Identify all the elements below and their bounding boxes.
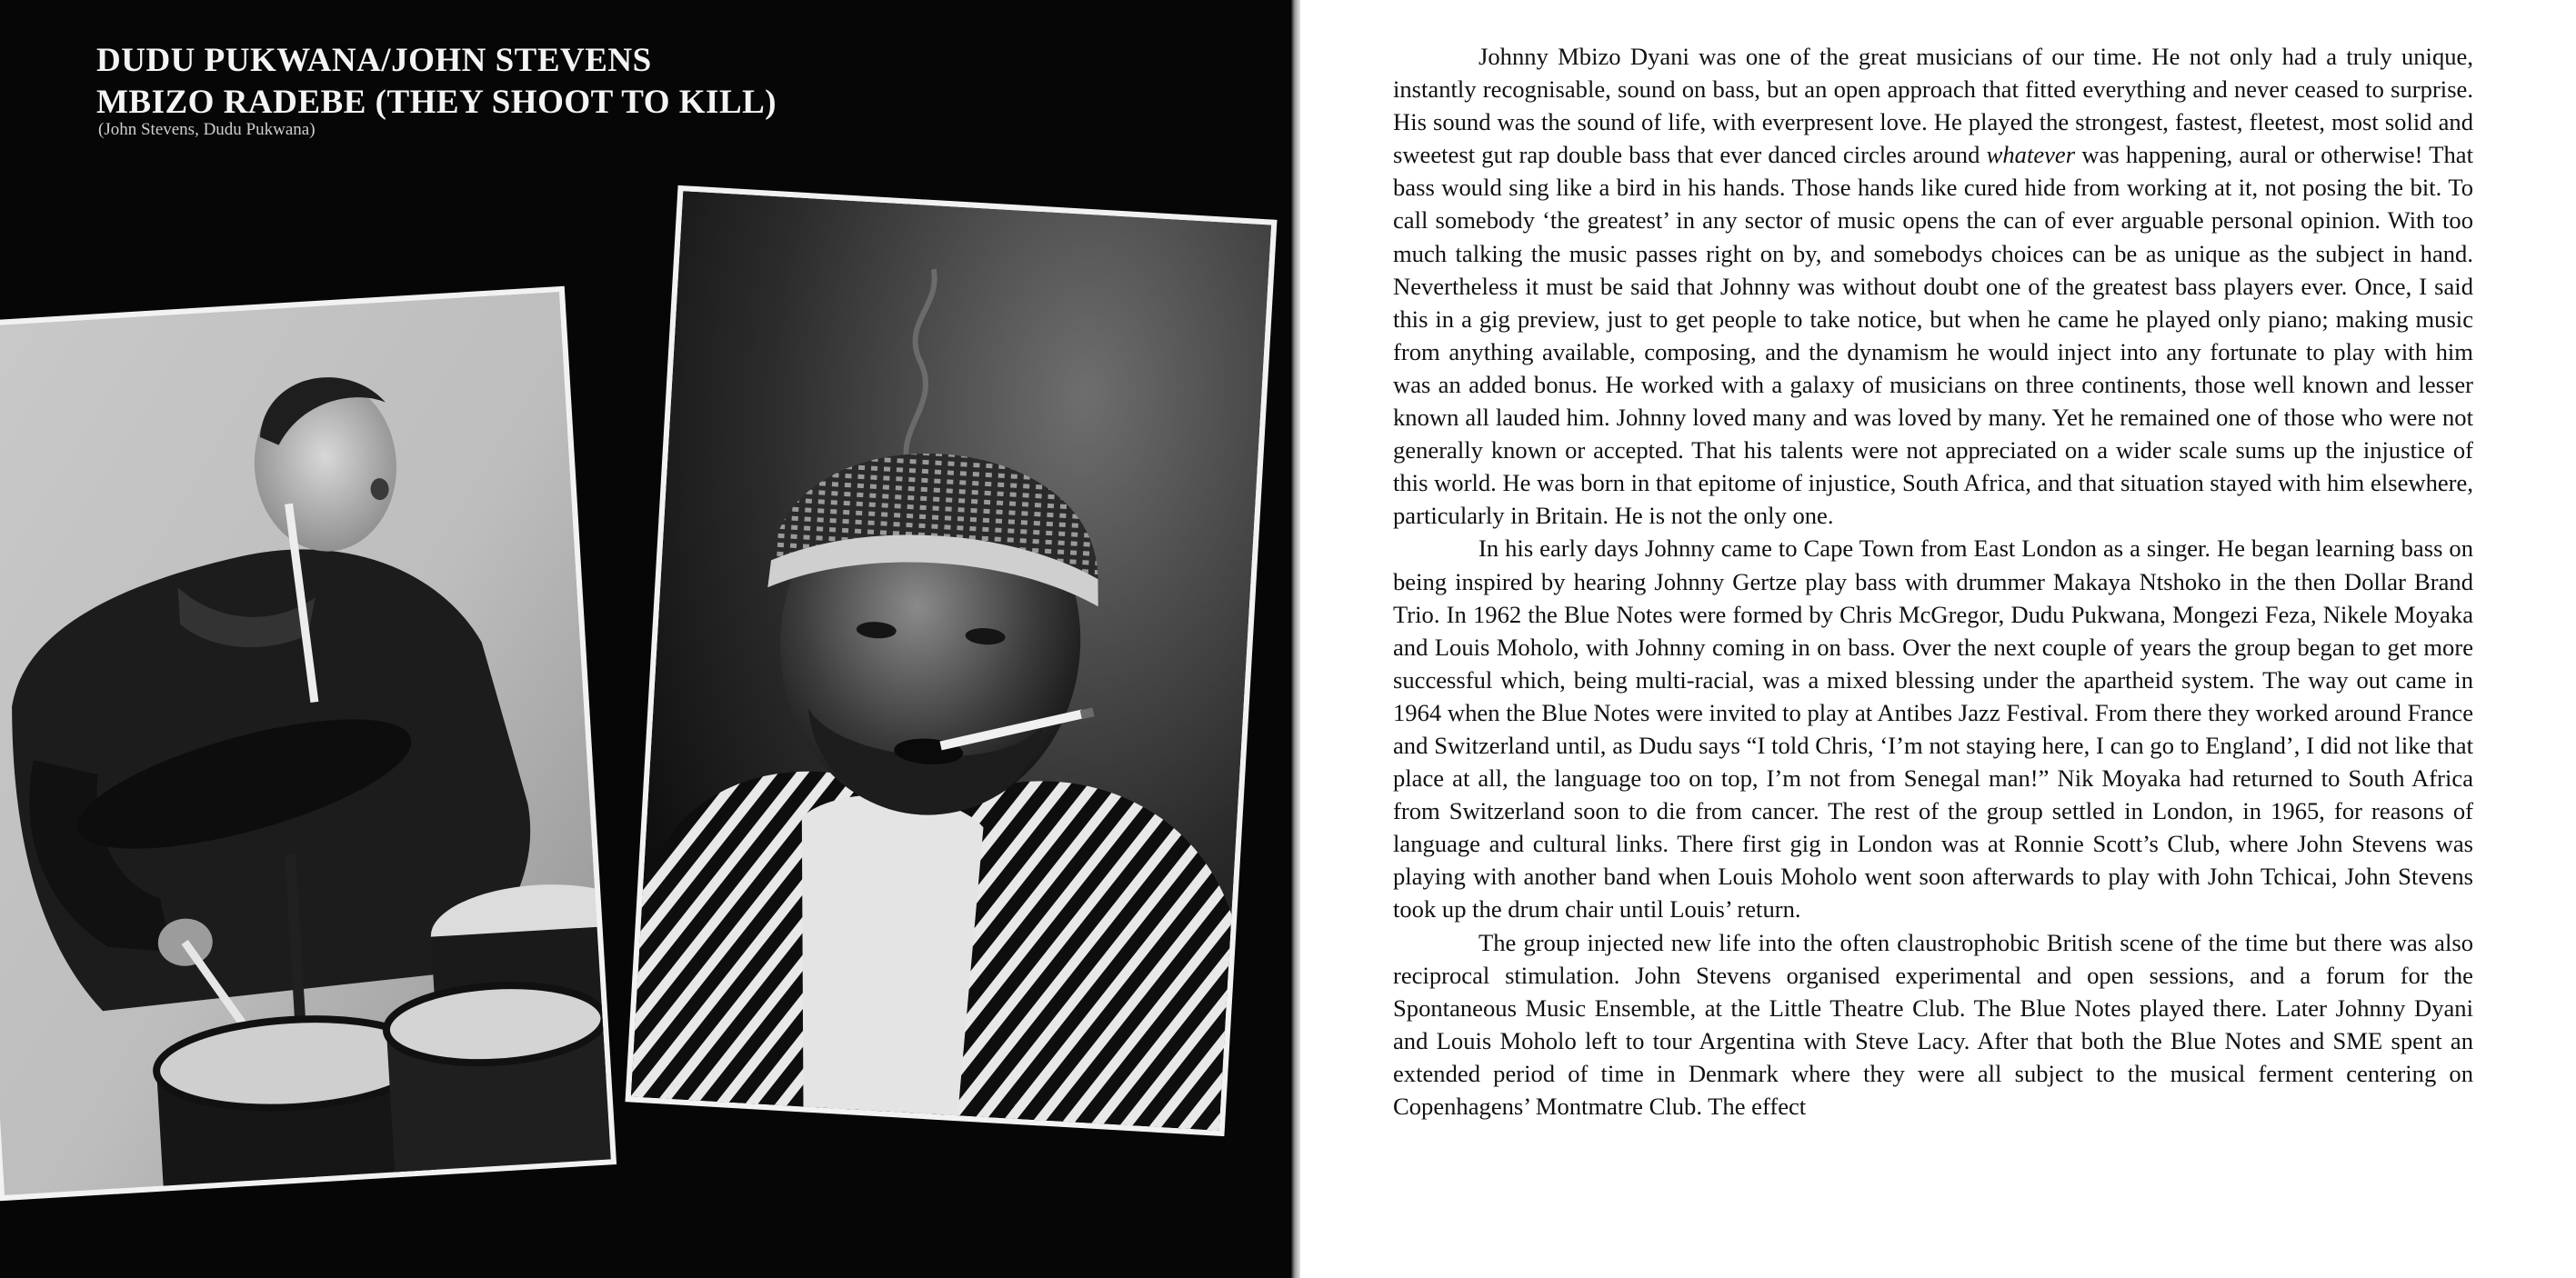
liner-notes xyxy=(1393,40,2473,1123)
right-page xyxy=(1300,0,2576,1278)
composer-credit: (John Stevens, Dudu Pukwana) xyxy=(98,120,316,139)
smoking-musician-photo xyxy=(625,185,1277,1136)
liner-notes-paragraph-3: The group injected new life into the often claustrophobic British scene of the time but there was also reciprocal stimulation. John Stevens organised experimental and open sessions, and a forum for the Spontaneous Music Ensemble, at the Little Theatre Club. The Blue Notes played there. Later Johnny Dyani and Louis Moholo left to tour Argentina with Steve Lacy. After that both the Blue Notes and SME spent an extended period of time in Denmark where they were all subject to the musical ferment centering on Copenhagens’ Montmatre Club. The effect xyxy=(1393,928,2473,1120)
paragraph-1-italic-word: whatever xyxy=(1986,141,2076,169)
liner-notes-paragraph-2: In his early days Johnny came to Cape Town from East London as a singer. He began learning bass on being inspired by hearing Johnny Gertze play bass with drummer Makaya Ntshoko in the then Dollar Brand Trio. In 1962 the Blue Notes were formed by Chris McGregor, Dudu Pukwana, Mongezi Feza, Nikele Moyaka and Louis Moholo, with Johnny coming in on bass. Over the next couple of years the group began to get more successful which, being multi-racial, was a mixed blessing under the apartheid system. The way out came in 1964 when the Blue Notes were invited to play at Antibes Jazz Festival. From there they worked around France and Switzerland until, as Dudu says “I told Chris, ‘I’m not staying here, I can go to England’, I did not like that place at all, the language too on top, I’m not from Senegal man!” Nik Moyaka had returned to South Africa from Switzerland soon to die from cancer. The rest of the group settled in London, in 1965, for reasons of language and cultural links. There first gig in London was at Ronnie Scott’s Club, where John Stevens was playing with another band when Louis Moholo went soon afterwards to play with John Tchicai, John Stevens took up the drum chair until Louis’ return. xyxy=(1393,534,2473,924)
paragraph-1-text-start: Johnny Mbizo Dyani was one of the great musicians of our time. He not only had a truly unique, instantly recognisable, sound on bass, but an open approach that fitted everything and never ceased to surprise. His sound was the sound of life, with everpresent love. He played the strongest, fastest, fleetest, most solid and sweetest gut rap double bass that ever danced circles around xyxy=(1393,43,2473,169)
drummer-photo-image xyxy=(0,292,611,1195)
drummer-photo xyxy=(0,286,616,1202)
track-title-line-1: DUDU PUKWANA/JOHN STEVENS xyxy=(96,42,652,79)
smoking-musician-photo-image xyxy=(631,191,1271,1131)
liner-notes-paragraph-1 xyxy=(1393,40,2473,532)
track-title-line-2: MBIZO RADEBE (THEY SHOOT TO KILL) xyxy=(96,84,777,121)
page-gutter xyxy=(1291,0,1300,1278)
track-title xyxy=(96,40,777,124)
paragraph-1-text-end: was happening, aural or otherwise! That bass would sing like a bird in his hands. Those hands like cured hide from working at it, not posing the bit. To call somebody ‘the greatest’ in any sector of music opens the can of ever arguable personal opinion. With too much talking the music passes right on by, and somebodys choices can be as unique as the subject in hand. Nevertheless it must be said that Johnny was without doubt one of the greatest bass players ever. Once, I said this in a gig preview, just to get people to take notice, but when he came he played only piano; making music from anything available, composing, and the dynamism he would inject into any fortunate to play with him was an added bonus. He worked with a galaxy of musicians on three continents, those well known and lesser known all lauded him. Johnny loved many and was loved by many. Yet he remained one of those who were not generally known or accepted. That his talents were not appreciated on a wider scale sums up the injustice of this world. He was born in that epitome of injustice, South Africa, and that situation stayed with him elsewhere, particularly in Britain. He is not the only one. xyxy=(1393,141,2474,530)
